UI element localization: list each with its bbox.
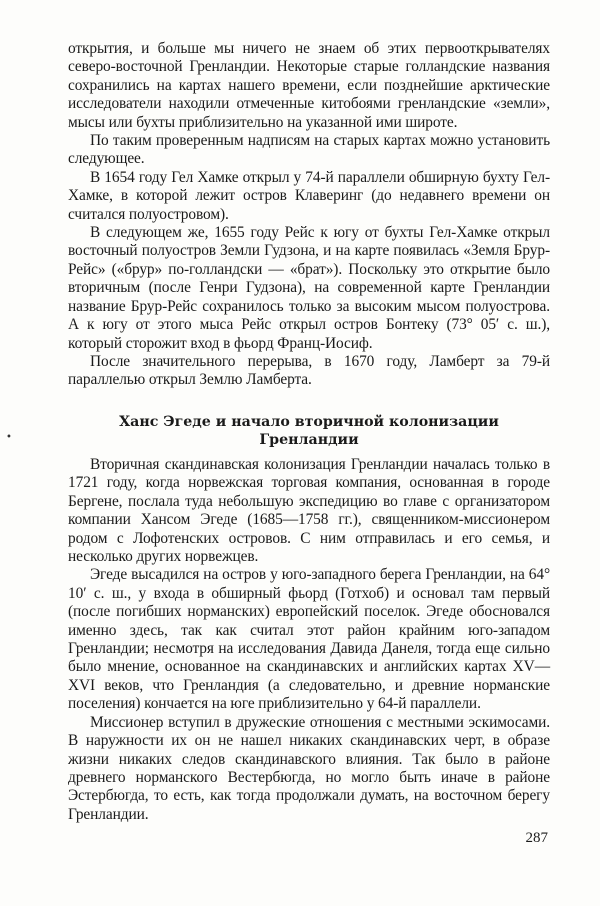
- paragraph: После значительного перерыва, в 1670 году, Ламберт за 79-й параллелью открыл Землю Ламберта.: [68, 352, 550, 389]
- section-heading: [68, 413, 550, 449]
- paragraph: Миссионер вступил в дружеские отношения с местными эскимосами. В наружности их он не нашел никаких скандинавских черт, в образе жизни никаких следов скандинавского влияния. Так было в районе древнего норманского Вестербюгда, но могло быть иначе в районе Эстербюгда, то есть, как тогда продолжали думать, на восточном берегу Гренландии.: [68, 713, 550, 823]
- paragraph: По таким проверенным надписям на старых картах можно установить следующее.: [68, 132, 550, 168]
- section-2-text: [68, 456, 550, 824]
- paragraph: В 1654 году Гел Хамке открыл у 74-й параллели обширную бухту Гел-Хамке, в которой лежит остров Клаверинг (до недавнего времени он считался полуостровом).: [68, 168, 550, 223]
- section-1-text: [68, 40, 550, 390]
- margin-mark: •: [6, 432, 12, 443]
- paragraph: Вторичная скандинавская колонизация Гренландии началась только в 1721 году, когда норвежская торговая компания, основанная в городе Бергене, послала туда небольшую экспедицию во главе с организатором компании Хансом Эгеде (1685—1758 гг.), священником-миссионером родом с Лофотенских островов. С ним отправилась и его семья, и несколько других норвежцев.: [68, 456, 550, 566]
- heading-line-2: Гренландии: [259, 432, 359, 448]
- page-number: 287: [525, 830, 548, 846]
- paragraph: В следующем же, 1655 году Рейс к югу от бухты Гел-Хамке открыл восточный полуостров Земли Гудзона, и на карте появилась «Земля Брур-Рейс» («брур» по-голландски — «брат»). Поскольку это открытие было вторичным (после Генри Гудзона), на современной карте Гренландии название Брур-Рейс сохранилось только за высоким мысом полуострова. А к югу от этого мыса Рейс открыл остров Бонтеку (73° 05′ с. ш.), который сторожит вход в фьорд Франц-Иосиф.: [68, 224, 550, 352]
- paragraph: Эгеде высадился на остров у юго-западного берега Гренландии, на 64° 10′ с. ш., у входа в обширный фьорд (Готхоб) и основал там первый (после погибших норманских) европейский поселок. Эгеде обосновался именно здесь, так как считал этот район крайним юго-западом Гренландии; несмотря на исследования Давида Данеля, тогда еще сильно было мнение, основанное на скандинавских и английских картах XV—XVI веков, что Гренландия (а следовательно, и древние норманские поселения) кончается на юге приблизительно у 64-й параллели.: [68, 566, 550, 713]
- paragraph: открытия, и больше мы ничего не знаем об этих первооткрывателях северо-восточной Гренландии. Некоторые старые голландские названия сохранились на картах нашего времени, если позднейшие арктические исследователи находили отмеченные китобоями гренландские «земли», мысы или бухты приблизительно на указанной ими широте.: [68, 40, 550, 131]
- heading-line-1: Ханс Эгеде и начало вторичной колонизации: [119, 414, 499, 430]
